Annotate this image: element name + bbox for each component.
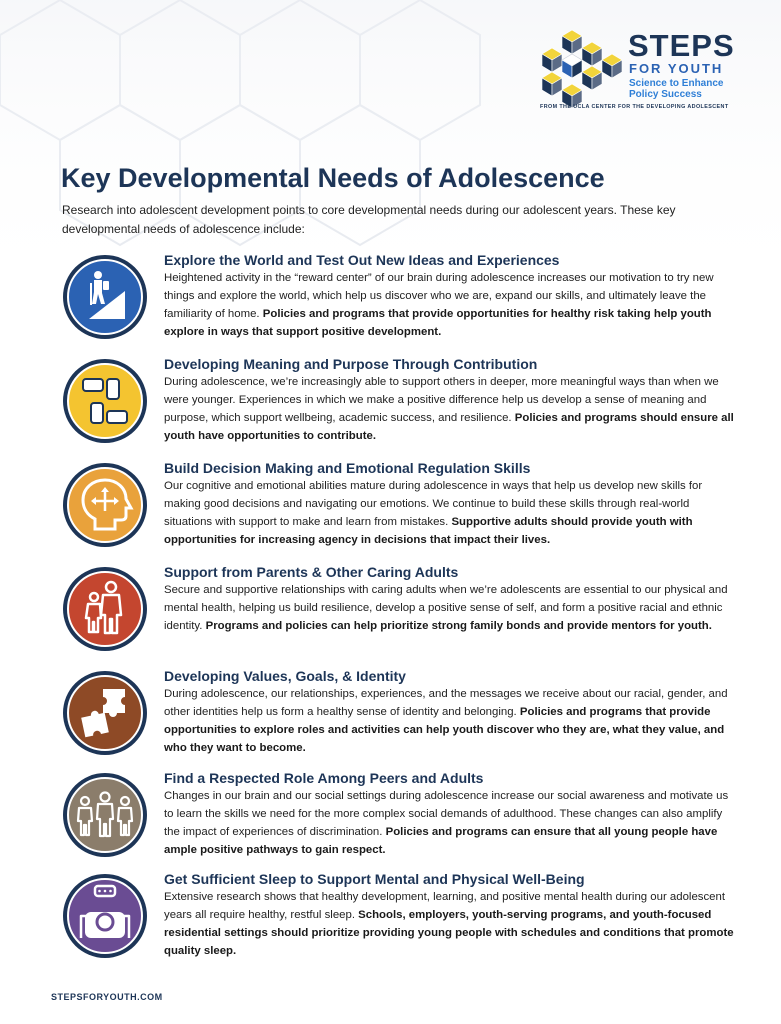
adult-and-youth-icon: [61, 565, 149, 653]
section-body: Our cognitive and emotional abilities mature during adolescence in ways that help us develop new skills for making good decisions and navigating our emotions. We continue to build these skills through real-world situations with support to make and learn from mistakes. Supportive adults should provide youth with opportunities for increasing agency in decisions that impact their lives.: [164, 480, 703, 547]
section-policy-emphasis: Policies and programs can ensure that all young people have ample positive pathways to gain respect.: [164, 826, 718, 857]
section-body: Heightened activity in the “reward center” of our brain during adolescence increases our motivation to try new things and explore the world, which help us discover who we are, expand our skills, and ultimately leave the familiarity of home. Policies and programs that provide opportunities for healthy risk taking help youth explore in ways that support positive development.: [164, 272, 714, 339]
section-caring-adults: [0, 565, 781, 665]
section-body: During adolescence, our relationships, experiences, and the messages we receive about our racial, gender, and other identities help us form a healthy sense of identity and belonging. Policies and programs that provide opportunities to explore roles and activities can help youth discover who they are, what they value, and who they want to become.: [164, 688, 728, 755]
section-respected-role: [0, 771, 781, 871]
group-of-people-icon: [61, 771, 149, 859]
section-body: Secure and supportive relationships with caring adults when we’re adolescents are essential to our physical and mental health, helping us build resilience, develop a positive sense of self, and form a positive racial and ethnic identity. Programs and policies can help prioritize strong family bonds and provide mentors for youth.: [164, 584, 728, 633]
head-decision-arrows-icon: [61, 461, 149, 549]
puzzle-pieces-icon: [61, 669, 149, 757]
section-policy-emphasis: Programs and policies can help prioritize strong family bonds and provide mentors for youth.: [205, 620, 712, 633]
logo-subname: FOR YOUTH: [629, 61, 724, 76]
footer-website-link[interactable]: STEPSFORYOUTH.COM: [51, 992, 163, 1002]
page-title: Key Developmental Needs of Adolescence: [61, 163, 605, 193]
section-body: Extensive research shows that healthy development, learning, and positive mental health during our adolescent years all require healthy, restful sleep. Schools, employers, youth-serving programs, and youth-focused residential settings should prioritize providing young people with schedules and conditions that promote quality sleep.: [164, 891, 734, 958]
section-policy-emphasis: Policies and programs that provide opportunities for healthy risk taking help youth explore in ways that support positive development.: [164, 308, 712, 339]
section-meaning-purpose: [0, 357, 781, 457]
section-body: During adolescence, we’re increasingly able to support others in deeper, more meaningful ways than when we were younger. Experiences in which we make a positive difference help us develop a sense of meaning and purpose, which support wellbeing, academic success, and resilience. Policies and programs should ensure all youth have opportunities to contribute.: [164, 376, 734, 443]
section-heading: Get Sufficient Sleep to Support Mental and Physical Well-Being: [164, 871, 585, 887]
section-body: Changes in our brain and our social settings during adolescence increase our social awareness and motivate us to learn the skills we need for the more complex social demands of adulthood. These changes can also amplify the impact of experiences of discrimination. Policies and programs can ensure that all young people have ample positive pathways to gain respect.: [164, 790, 729, 857]
section-heading: Build Decision Making and Emotional Regulation Skills: [164, 460, 531, 476]
section-policy-emphasis: Policies and programs should ensure all youth have opportunities to contribute.: [164, 412, 734, 443]
linked-hands-icon: [61, 357, 149, 445]
cube-logo-icon: [542, 28, 622, 108]
steps-for-youth-logo[interactable]: [540, 28, 750, 116]
section-values-identity: [0, 669, 781, 769]
section-heading: Explore the World and Test Out New Ideas and Experiences: [164, 252, 560, 268]
hiker-climbing-icon: [61, 253, 149, 341]
sleeping-person-icon: [61, 872, 149, 960]
section-explore: [0, 253, 781, 353]
section-policy-emphasis: Policies and programs that provide opportunities to explore roles and activities can help youth discover who they are, what they value, and who they want to become.: [164, 706, 725, 755]
section-heading: Developing Values, Goals, & Identity: [164, 668, 406, 684]
intro-paragraph: Research into adolescent development points to core developmental needs during our adolescent years. These key developmental needs of adolescence include:: [62, 203, 676, 236]
logo-tagline: Science to Enhance Policy Success: [629, 78, 724, 100]
section-decision-making: [0, 461, 781, 561]
section-heading: Find a Respected Role Among Peers and Adults: [164, 770, 484, 786]
section-policy-emphasis: Supportive adults should provide youth with opportunities for increasing agency in decisions that impact their lives.: [164, 516, 693, 547]
section-sleep: [0, 872, 781, 972]
logo-name: STEPS: [628, 28, 735, 63]
section-policy-emphasis: Schools, employers, youth-serving programs, and youth-focused residential settings should prioritize providing young people with schedules and conditions that promote quality sleep.: [164, 909, 734, 958]
section-heading: Developing Meaning and Purpose Through Contribution: [164, 356, 538, 372]
section-heading: Support from Parents & Other Caring Adults: [164, 564, 459, 580]
logo-affiliation: FROM THE UCLA CENTER FOR THE DEVELOPING ADOLESCENT: [540, 104, 729, 110]
